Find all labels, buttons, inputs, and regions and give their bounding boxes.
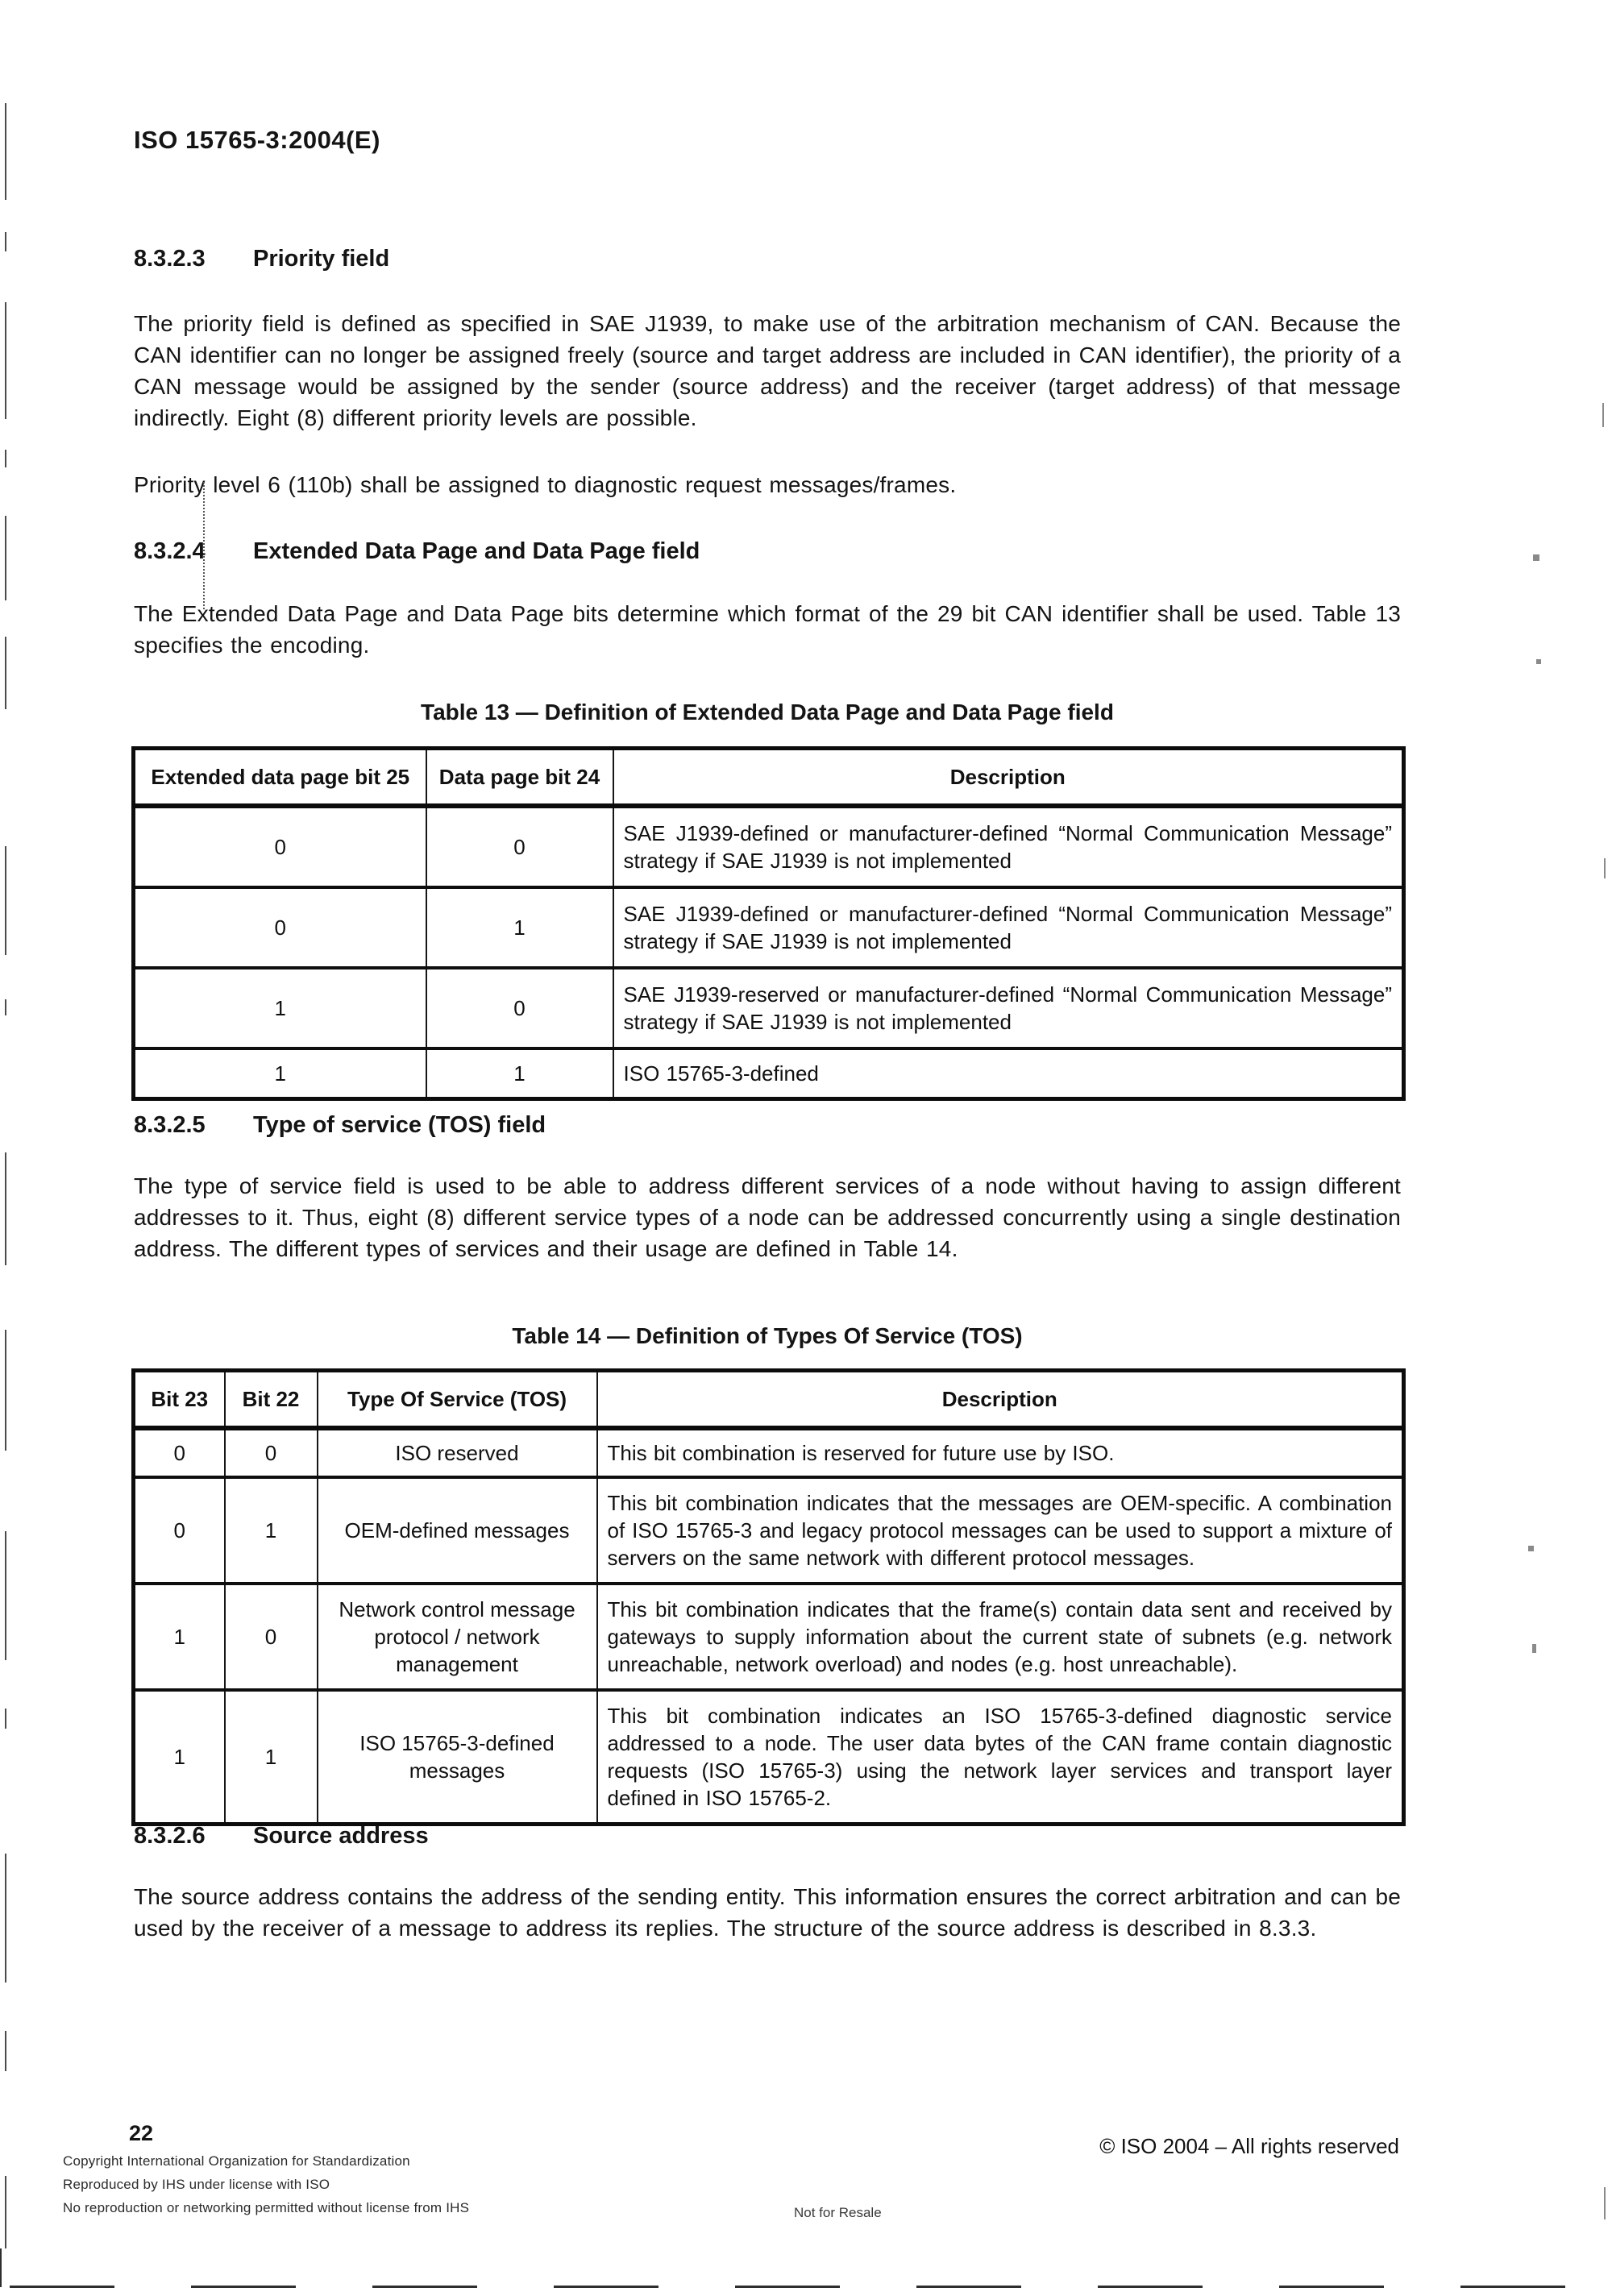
footer-copyright-line-1: Copyright International Organization for Standardization [63,2153,410,2169]
section-heading-8-3-2-5 [134,1112,1399,1139]
scan-artifact [5,1531,6,1660]
table-row [134,806,1404,887]
table-row [134,1048,1404,1099]
table-cell: SAE J1939-defined or manufacturer-defined “Normal Communication Message” strategy if SAE J1939 is not implemented [613,887,1404,968]
scan-artifact [1532,1644,1536,1653]
scan-artifact [5,846,6,955]
col-header-bit-22: Bit 22 [225,1371,318,1429]
section-title: Type of service (TOS) field [253,1112,546,1138]
table-row [134,1584,1404,1690]
scan-artifact [5,2031,6,2071]
scan-artifact [5,450,6,467]
scan-artifact-dotted-line [203,482,205,609]
table-cell: 0 [134,806,426,887]
scan-artifact [5,637,6,709]
table-cell: SAE J1939-defined or manufacturer-defined “Normal Communication Message” strategy if SAE J1939 is not implemented [613,806,1404,887]
table-cell: ISO 15765-3-defined messages [318,1690,597,1825]
section-title: Extended Data Page and Data Page field [253,538,700,564]
scan-artifact [1604,858,1606,878]
table-cell: ISO reserved [318,1428,597,1477]
section-number: 8.3.2.4 [134,538,206,564]
footer-copyright-line-3: No reproduction or networking permitted without license from IHS [63,2200,470,2215]
scan-artifact [1533,554,1539,561]
table-cell: 1 [426,887,613,968]
table-cell: 1 [134,1690,225,1825]
table-cell: 0 [426,806,613,887]
col-header-type-of-service: Type Of Service (TOS) [318,1371,597,1429]
scan-artifact [5,302,6,419]
table-row [134,1477,1404,1584]
scan-artifact [5,516,6,600]
scan-artifact [0,2248,2,2287]
scan-artifact [1604,2187,1606,2219]
scan-artifact [5,232,6,251]
scan-artifact [5,1709,6,1729]
table-cell: 0 [426,968,613,1048]
footer-copyright-line-2: Reproduced by IHS under license with ISO [63,2177,330,2192]
col-header-description: Description [597,1371,1404,1429]
table-cell: 0 [225,1428,318,1477]
table-cell: 0 [134,1428,225,1477]
scan-artifact [1528,1546,1534,1551]
section-number: 8.3.2.5 [134,1112,206,1138]
section-heading-8-3-2-3 [134,246,1399,272]
table-cell: This bit combination indicates that the frame(s) contain data sent and received by gateways to supply information about the current state of subnets (e.g. network unreachable, network overload) and nodes (e.g. host unreachable). [597,1584,1404,1690]
scan-artifact [5,999,6,1015]
table-14-caption: Table 14 — Definition of Types Of Service (TOS) [512,1323,1023,1348]
table-cell: 1 [426,1048,613,1099]
scan-artifact [5,1854,6,1983]
scan-artifact [1536,659,1541,664]
table-13-caption: Table 13 — Definition of Extended Data Page and Data Page field [421,700,1114,725]
col-header-description: Description [613,749,1404,807]
footer-rights-notice: © ISO 2004 – All rights reserved [1099,2134,1399,2158]
paragraph: The Extended Data Page and Data Page bits determine which format of the 29 bit CAN identifier shall be used. Table 13 specifies the encoding. [134,601,1401,658]
scan-artifact [5,1330,6,1451]
table-cell: 1 [134,1584,225,1690]
col-header-bit-23: Bit 23 [134,1371,225,1429]
table-cell: 1 [134,1048,426,1099]
table-header-row [134,749,1404,807]
paragraph: Priority level 6 (110b) shall be assigned to diagnostic request messages/frames. [134,472,957,497]
section-heading-8-3-2-4 [134,538,1399,565]
table-14 [131,1368,1406,1826]
scan-artifact [5,1152,6,1265]
table-cell: This bit combination indicates that the messages are OEM-specific. A combination of ISO 15765-3 and legacy protocol messages can be used to support a mixture of servers on the same network with different protocol messages. [597,1477,1404,1584]
footer-page-number: 22 [129,2121,154,2145]
table-row [134,968,1404,1048]
table-cell: Network control message protocol / network management [318,1584,597,1690]
table-cell: SAE J1939-reserved or manufacturer-defined “Normal Communication Message” strategy if SAE J1939 is not implemented [613,968,1404,1048]
table-cell: 1 [134,968,426,1048]
table-cell: This bit combination indicates an ISO 15765-3-defined diagnostic service addressed to a node. The user data bytes of the CAN frame contain diagnostic requests (ISO 15765-3) using the network layer services and transport layer defined in ISO 15765-2. [597,1690,1404,1825]
col-header-data-page-bit-24: Data page bit 24 [426,749,613,807]
col-header-extended-data-page-bit-25: Extended data page bit 25 [134,749,426,807]
scan-artifact [1602,403,1604,427]
table-cell: 1 [225,1477,318,1584]
table-cell: This bit combination is reserved for future use by ISO. [597,1428,1404,1477]
table-row [134,1428,1404,1477]
table-13 [131,746,1406,1101]
table-row [134,1690,1404,1825]
table-cell: 1 [225,1690,318,1825]
footer-not-for-resale: Not for Resale [794,2205,882,2220]
paragraph: The priority field is defined as specified in SAE J1939, to make use of the arbitration mechanism of CAN. Because the CAN identifier can no longer be assigned freely (source and target address are included in CAN identifier), the priority of a CAN message would be assigned by the sender (source address) and the receiver (target address) of that message indirectly. Eight (8) different priority levels are possible. [134,311,1401,430]
table-cell: OEM-defined messages [318,1477,597,1584]
table-row [134,887,1404,968]
section-number: 8.3.2.3 [134,246,206,272]
document-id-header: ISO 15765-3:2004(E) [134,126,380,154]
section-number: 8.3.2.6 [134,1823,206,1849]
table-header-row [134,1371,1404,1429]
scan-artifact [5,2176,6,2248]
table-cell: 0 [134,1477,225,1584]
section-title: Priority field [253,246,390,272]
paragraph: The type of service field is used to be able to address different services of a node without having to assign different addresses to it. Thus, eight (8) different service types of a node can be addressed concurrently using a single destination address. The different types of services and their usage are defined in Table 14. [134,1173,1401,1261]
table-cell: 0 [225,1584,318,1690]
paragraph: The source address contains the address of the sending entity. This information ensures the correct arbitration and can be used by the receiver of a message to address its replies. The structure of the source address is described in 8.3.3. [134,1884,1401,1941]
section-title: Source address [253,1823,429,1849]
section-heading-8-3-2-6 [134,1823,1399,1850]
table-cell: 0 [134,887,426,968]
scan-artifact-bottom-dashes [10,2286,1599,2288]
table-cell: ISO 15765-3-defined [613,1048,1404,1099]
scan-artifact [5,103,6,200]
